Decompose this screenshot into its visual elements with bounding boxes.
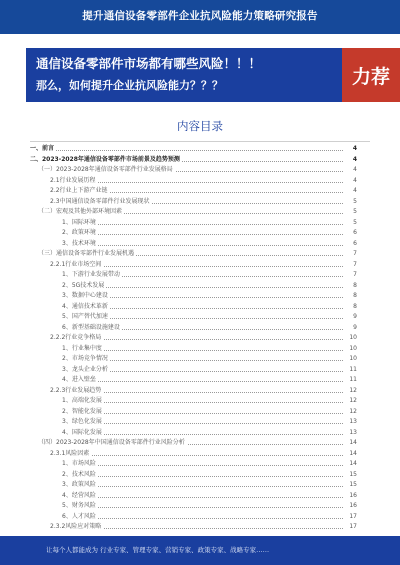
toc-entry-title: 2、5G技术发展 bbox=[62, 281, 106, 292]
toc-page-number: 4 bbox=[343, 176, 357, 187]
report-title: 提升通信设备零部件企业抗风险能力策略研究报告 bbox=[82, 10, 318, 22]
toc-entry-title: 2.2行业上下游产业链 bbox=[50, 186, 110, 197]
toc-entry-title: （二）宏观及其他外部环境因素 bbox=[38, 207, 124, 218]
toc-entry[interactable] bbox=[0, 512, 400, 523]
toc-entry-title: （一）2023-2028年通信设备零部件行业发展格局 bbox=[38, 165, 175, 176]
banner-subline: 那么，如何提升企业抗风险能力？？？ bbox=[36, 79, 223, 92]
toc-entry-title: 3、数据中心建设 bbox=[62, 291, 110, 302]
toc-entry-title: 1、下游行业发展带动 bbox=[62, 270, 122, 281]
toc-page-number: 4 bbox=[343, 144, 357, 155]
toc-divider bbox=[30, 141, 370, 142]
toc-entry[interactable] bbox=[0, 144, 400, 155]
toc-entry[interactable] bbox=[0, 375, 400, 386]
toc-page-number: 6 bbox=[343, 228, 357, 239]
toc-entry[interactable] bbox=[0, 459, 400, 470]
toc-leader-dots bbox=[62, 507, 343, 508]
toc-page-number: 7 bbox=[343, 270, 357, 281]
toc-entry[interactable] bbox=[0, 428, 400, 439]
toc-entry[interactable] bbox=[0, 365, 400, 376]
toc-entry-title: 2.3.1风险因素 bbox=[50, 449, 91, 460]
toc-entry-title: （四）2023-2028年中国通信设备零部件行业风险分析 bbox=[38, 438, 187, 449]
toc-leader-dots bbox=[62, 413, 343, 414]
toc-entry[interactable] bbox=[0, 438, 400, 449]
toc-entry-title: 2、技术风险 bbox=[62, 470, 98, 481]
toc-entry-title: 2.2.1行业市场空间 bbox=[50, 260, 103, 271]
toc-entry-title: 2、政策环境 bbox=[62, 228, 98, 239]
toc-leader-dots bbox=[62, 476, 343, 477]
report-header-bar bbox=[0, 0, 400, 34]
toc-entry[interactable] bbox=[0, 260, 400, 271]
toc-entry[interactable] bbox=[0, 344, 400, 355]
toc-entry-title: （三）通信设备零部件行业发展机遇 bbox=[38, 249, 136, 260]
toc-entry-title: 4、国际化发展 bbox=[62, 428, 104, 439]
toc-entry[interactable] bbox=[0, 239, 400, 250]
toc-page-number: 13 bbox=[343, 417, 357, 428]
toc-page-number: 15 bbox=[343, 470, 357, 481]
toc-page-number: 8 bbox=[343, 281, 357, 292]
toc-leader-dots bbox=[62, 402, 343, 403]
toc-page-number: 6 bbox=[343, 239, 357, 250]
toc-page-number: 14 bbox=[343, 438, 357, 449]
toc-leader-dots bbox=[62, 497, 343, 498]
toc-entry[interactable] bbox=[0, 270, 400, 281]
toc-entry[interactable] bbox=[0, 522, 400, 533]
banner-headline: 通信设备零部件市场都有哪些风险！！！ bbox=[36, 56, 262, 71]
toc-page-number: 17 bbox=[343, 522, 357, 533]
toc-page-number: 11 bbox=[343, 365, 357, 376]
toc-entry[interactable] bbox=[0, 501, 400, 512]
toc-entry[interactable] bbox=[0, 291, 400, 302]
toc-entry[interactable] bbox=[0, 249, 400, 260]
toc-entry-title: 3、政策风险 bbox=[62, 480, 98, 491]
toc-leader-dots bbox=[62, 486, 343, 487]
toc-page-number: 5 bbox=[343, 218, 357, 229]
toc-entry-title: 3、龙头企业分析 bbox=[62, 365, 110, 376]
toc-page-number: 8 bbox=[343, 302, 357, 313]
toc-page-number: 12 bbox=[343, 396, 357, 407]
toc-entry-title: 5、财务风险 bbox=[62, 501, 98, 512]
toc-entry[interactable] bbox=[0, 470, 400, 481]
toc-entry-title: 1、高端化发展 bbox=[62, 396, 104, 407]
toc-page-number: 4 bbox=[343, 155, 357, 166]
toc-entry[interactable] bbox=[0, 228, 400, 239]
toc-entry-title: 2.2.3行业发展趋势 bbox=[50, 386, 103, 397]
toc-entry[interactable] bbox=[0, 417, 400, 428]
toc-leader-dots bbox=[30, 150, 343, 151]
toc-entry-title: 1、行业集中度 bbox=[62, 344, 104, 355]
toc-heading: 内容目录 bbox=[177, 119, 223, 133]
toc-leader-dots bbox=[62, 465, 343, 466]
toc-entry[interactable] bbox=[0, 386, 400, 397]
toc-page-number: 15 bbox=[343, 480, 357, 491]
toc-page-number: 7 bbox=[343, 260, 357, 271]
toc-entry[interactable] bbox=[0, 281, 400, 292]
toc-entry-title: 1、市场风险 bbox=[62, 459, 98, 470]
footer-bar bbox=[0, 536, 400, 565]
toc-entry[interactable] bbox=[0, 207, 400, 218]
toc-page-number: 12 bbox=[343, 386, 357, 397]
toc-page-number: 16 bbox=[343, 491, 357, 502]
toc-page-number: 4 bbox=[343, 186, 357, 197]
toc-page-number: 10 bbox=[343, 344, 357, 355]
toc-page-number: 7 bbox=[343, 249, 357, 260]
toc-page-number: 10 bbox=[343, 333, 357, 344]
toc-page-number: 11 bbox=[343, 375, 357, 386]
toc-entry[interactable] bbox=[0, 396, 400, 407]
toc-leader-dots bbox=[62, 224, 343, 225]
toc-page-number: 16 bbox=[343, 501, 357, 512]
toc-entry-title: 6、人才风险 bbox=[62, 512, 98, 523]
toc-entry-title: 2.2.2行业竞争格局 bbox=[50, 333, 103, 344]
toc-entry-title: 4、经营风险 bbox=[62, 491, 98, 502]
toc-leader-dots bbox=[62, 423, 343, 424]
toc-entry-title: 1、国际环境 bbox=[62, 218, 98, 229]
toc-entry-title: 2.3中国通信设备零部件行业发展现状 bbox=[50, 197, 152, 208]
toc-entry-title: 2.3.2风险应对策略 bbox=[50, 522, 103, 533]
toc-entry-title: 3、技术环境 bbox=[62, 239, 98, 250]
toc-leader-dots bbox=[62, 434, 343, 435]
toc-entry[interactable] bbox=[0, 354, 400, 365]
toc-list bbox=[0, 144, 400, 533]
brand-badge: 力荐 bbox=[342, 48, 400, 102]
toc-entry-title: 5、国产替代加速 bbox=[62, 312, 110, 323]
toc-page-number: 17 bbox=[343, 512, 357, 523]
toc-page-number: 5 bbox=[343, 207, 357, 218]
toc-leader-dots bbox=[62, 245, 343, 246]
toc-page-number: 10 bbox=[343, 354, 357, 365]
toc-entry-title: 4、通信技术革新 bbox=[62, 302, 110, 313]
toc-leader-dots bbox=[62, 234, 343, 235]
toc-entry[interactable] bbox=[0, 155, 400, 166]
footer-slogan: 让每个人都能成为 行业专家、管理专家、营销专家、政策专家、战略专家…… bbox=[46, 546, 270, 554]
toc-entry[interactable] bbox=[0, 449, 400, 460]
toc-page-number: 13 bbox=[343, 428, 357, 439]
toc-page-number: 9 bbox=[343, 323, 357, 334]
toc-entry[interactable] bbox=[0, 218, 400, 229]
toc-entry-title: 2、市场竞争情况 bbox=[62, 354, 110, 365]
toc-entry-title: 二、2023-2028年通信设备零部件市场前景及趋势预测 bbox=[30, 155, 182, 166]
toc-page-number: 14 bbox=[343, 449, 357, 460]
toc-entry-title: 4、进入壁垒 bbox=[62, 375, 98, 386]
toc-leader-dots bbox=[62, 518, 343, 519]
toc-entry-title: 2.1行业发展历程 bbox=[50, 176, 98, 187]
toc-page-number: 9 bbox=[343, 312, 357, 323]
toc-entry[interactable] bbox=[0, 491, 400, 502]
toc-leader-dots bbox=[50, 455, 343, 456]
toc-page-number: 12 bbox=[343, 407, 357, 418]
toc-entry[interactable] bbox=[0, 407, 400, 418]
toc-leader-dots bbox=[62, 381, 343, 382]
toc-entry-title: 一、前言 bbox=[30, 144, 56, 155]
toc-page-number: 14 bbox=[343, 459, 357, 470]
toc-page-number: 5 bbox=[343, 197, 357, 208]
toc-page-number: 8 bbox=[343, 291, 357, 302]
toc-entry[interactable] bbox=[0, 480, 400, 491]
promo-banner bbox=[26, 48, 400, 102]
toc-entry[interactable] bbox=[0, 302, 400, 313]
toc-entry[interactable] bbox=[0, 186, 400, 197]
toc-entry[interactable] bbox=[0, 176, 400, 187]
toc-entry[interactable] bbox=[0, 333, 400, 344]
toc-leader-dots bbox=[62, 350, 343, 351]
toc-entry-title: 2、智能化发展 bbox=[62, 407, 104, 418]
toc-entry-title: 3、绿色化发展 bbox=[62, 417, 104, 428]
toc-entry[interactable] bbox=[0, 197, 400, 208]
toc-entry[interactable] bbox=[0, 165, 400, 176]
toc-entry[interactable] bbox=[0, 323, 400, 334]
toc-entry-title: 6、新型基础设施建设 bbox=[62, 323, 122, 334]
toc-page-number: 4 bbox=[343, 165, 357, 176]
toc-entry[interactable] bbox=[0, 312, 400, 323]
